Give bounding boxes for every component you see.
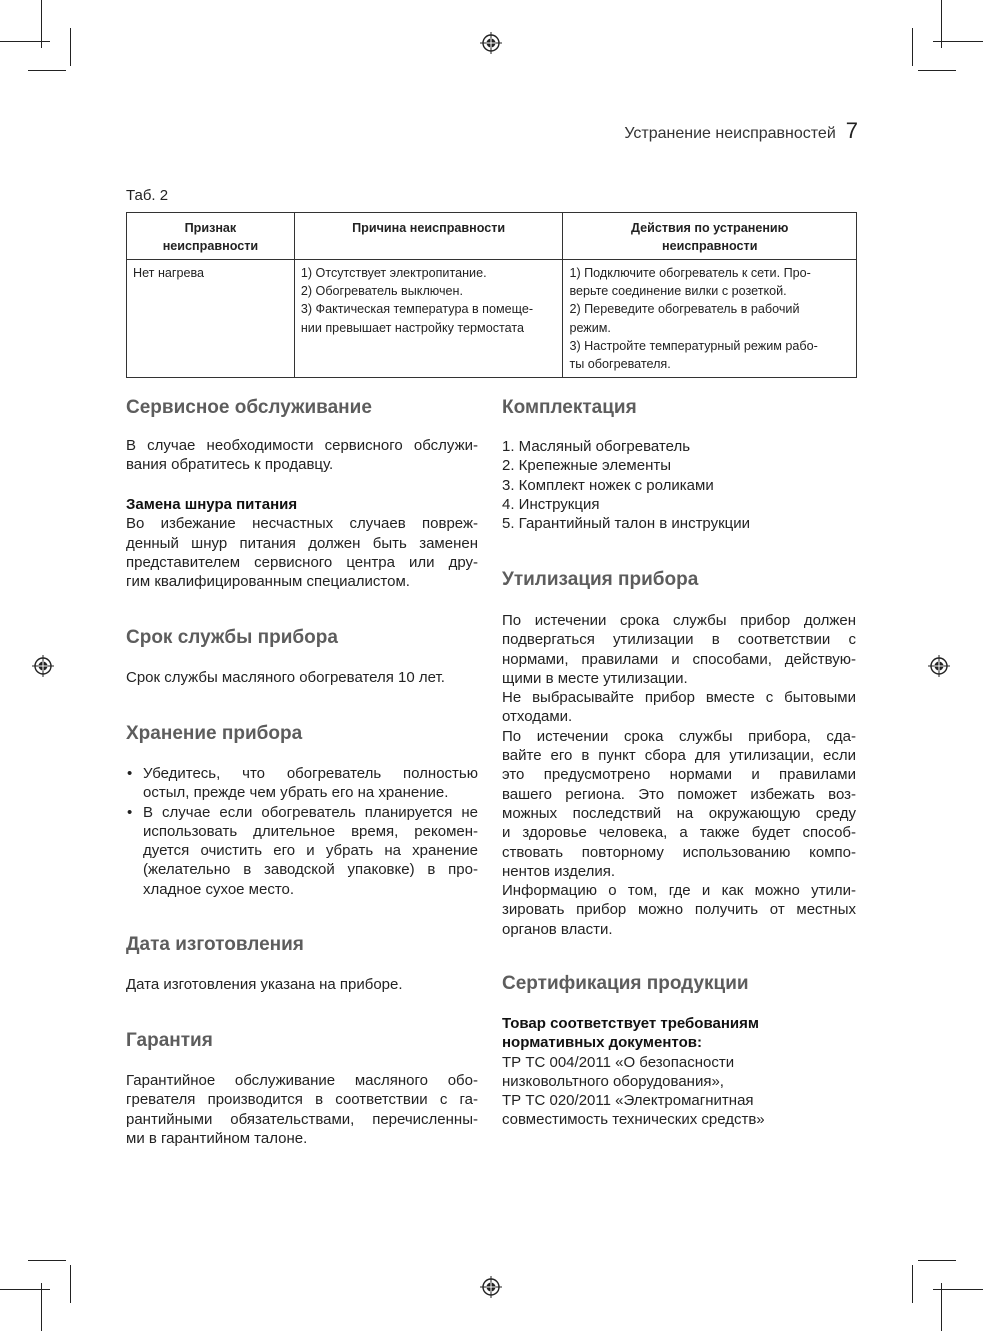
- text-line: нормами, правилами и способами, действую-: [502, 650, 856, 668]
- text-line: отходами.: [502, 708, 573, 726]
- disposal-section: [502, 568, 856, 592]
- crop-mark: [933, 41, 983, 42]
- package-section: [502, 396, 856, 420]
- action-line: ты обогревателя.: [569, 357, 671, 372]
- text-line: вашего региона. Это поможет избежать воз-: [502, 785, 856, 803]
- text-line: • В случае если обогреватель планируется не: [143, 803, 478, 821]
- table-header-row: [127, 213, 857, 260]
- warranty-text: [126, 1071, 478, 1148]
- crop-mark: [933, 1289, 983, 1290]
- text-line: Срок службы масляного обогревателя 10 лет.: [126, 669, 445, 686]
- crop-mark: [28, 1260, 66, 1261]
- text-line: В случае необходимости сервисного обслужи-: [126, 437, 478, 454]
- section-title: Хранение прибора: [126, 723, 303, 744]
- text-line: ми в гарантийном талоне.: [126, 1129, 308, 1147]
- header-line: Признак неисправности: [162, 221, 259, 253]
- text-line: По истечении срока службы прибора, сда-: [502, 727, 856, 745]
- crop-mark: [912, 1265, 913, 1303]
- crop-mark: [918, 70, 956, 71]
- disposal-text: [502, 611, 856, 939]
- text-line: низковольтного оборудования»,: [502, 1072, 724, 1090]
- list-item: 5. Гарантийный талон в инструкции: [502, 515, 751, 533]
- list-item: [126, 803, 478, 899]
- text-line: нормативных документов:: [502, 1034, 702, 1052]
- text-line: зировать прибор можно получить от местных: [502, 901, 856, 919]
- text-line: это предусмотрено нормами и правилами: [502, 766, 856, 784]
- service-text: [126, 436, 478, 475]
- text-line: Не выбрасывайте прибор вместе с бытовыми: [502, 689, 856, 707]
- text-line: представителем сервисного центра или дру-: [126, 553, 478, 571]
- section-title: Срок службы прибора: [126, 627, 338, 648]
- text-line: Информацию о том, где и как можно утили-: [502, 882, 856, 900]
- text-line: гим квалифицированным специалистом.: [126, 573, 410, 591]
- running-header: [624, 118, 858, 144]
- list-item: [126, 764, 478, 803]
- text-line: и здоровье человека, а также будет способ-: [502, 824, 856, 842]
- text-line: • Убедитесь, что обогреватель полностью: [143, 765, 478, 782]
- cause-line: нии превышает настройку термостата: [300, 320, 524, 335]
- symptom-text: Нет нагрева: [133, 266, 205, 280]
- registration-mark-icon: [32, 655, 54, 677]
- list-item: 1. Масляный обогреватель: [502, 438, 691, 455]
- storage-section: [126, 722, 478, 746]
- storage-list: [126, 764, 478, 899]
- text-line: Товар соответствует требованиям: [502, 1015, 759, 1032]
- action-cell: [563, 260, 857, 378]
- text-line: остыл, прежде чем убрать его на хранение.: [143, 784, 449, 802]
- text-line: совместимость технических средств»: [502, 1111, 765, 1129]
- text-line: ТР ТС 004/2011 «О безопасности: [502, 1053, 735, 1071]
- table-label: Таб. 2: [126, 187, 169, 204]
- text-line: (желательно в заводской упаковке) в про-: [143, 861, 478, 879]
- certification-section: [502, 972, 856, 996]
- table-row: [127, 260, 857, 378]
- crop-mark: [0, 1289, 50, 1290]
- table-header-cell: [294, 213, 563, 260]
- text-line: денный шнур питания должен быть заменен: [126, 534, 478, 552]
- text-line: подвергаться утилизации в соответствии с: [502, 631, 856, 649]
- action-line: верьте соединение вилки с розеткой.: [569, 284, 787, 299]
- action-line: режим.: [569, 320, 611, 335]
- crop-mark: [28, 70, 66, 71]
- action-line: 1) Подключите обогреватель к сети. Про-: [569, 266, 811, 280]
- text-line: органов власти.: [502, 920, 613, 938]
- cause-cell: [294, 260, 563, 378]
- text-line: можных последствий на окружающую среду: [502, 804, 856, 822]
- action-line: 2) Переведите обогреватель в рабочий: [569, 302, 800, 317]
- text-line: щими в месте утилизации.: [502, 669, 688, 687]
- package-list: [502, 437, 856, 533]
- section-title: Гарантия: [126, 1030, 213, 1051]
- crop-mark: [41, 1283, 42, 1331]
- text-line: нентов изделия.: [502, 862, 616, 880]
- text-line: ТР ТС 020/2011 «Электромагнитная: [502, 1092, 754, 1110]
- cause-line: 2) Обогреватель выключен.: [300, 284, 463, 299]
- action-line: 3) Настройте температурный режим рабо-: [569, 338, 818, 353]
- registration-mark-icon: [480, 32, 502, 54]
- text-line: Во избежание несчастных случаев повреж-: [126, 515, 478, 533]
- registration-mark-icon: [480, 1276, 502, 1298]
- cause-line: 1) Отсутствует электропитание.: [300, 266, 487, 280]
- text-line: хладное сухое место.: [143, 880, 295, 898]
- list-item: 3. Комплект ножек с роликами: [502, 476, 714, 494]
- table-header-cell: [563, 213, 857, 260]
- text-line: По истечении срока службы прибор должен: [502, 612, 856, 629]
- cord-subsection: [126, 495, 478, 591]
- header-line: Действия по устранению неисправности: [630, 221, 789, 253]
- list-item: 2. Крепежные элементы: [502, 457, 672, 475]
- section-title: Дата изготовления: [126, 934, 304, 955]
- service-section: [126, 396, 478, 420]
- section-title: Утилизация прибора: [502, 569, 699, 590]
- troubleshooting-table: [126, 212, 857, 378]
- crop-mark: [918, 1260, 956, 1261]
- symptom-cell: [127, 260, 295, 378]
- subsection-title: Замена шнура питания: [126, 496, 298, 513]
- page-number: 7: [845, 118, 858, 143]
- header-line: Причина неисправности: [352, 221, 506, 235]
- crop-mark: [70, 28, 71, 66]
- text-line: вайте его в пункт сбора для утилизации, если: [502, 747, 856, 765]
- registration-mark-icon: [928, 655, 950, 677]
- text-line: Дата изготовления указана на приборе.: [126, 976, 403, 993]
- table-header-cell: [127, 213, 295, 260]
- text-line: рантийными обязательствами, перечисленны-: [126, 1110, 478, 1128]
- manufacture-section: [126, 933, 478, 957]
- section-title: Сертификация продукции: [502, 973, 749, 994]
- section-title: Комплектация: [502, 397, 637, 418]
- header-title: Устранение неисправностей: [624, 125, 836, 142]
- lifetime-section: [126, 626, 478, 650]
- certification-text: [502, 1014, 856, 1130]
- text-line: гревателя производится в соответствии с га-: [126, 1091, 478, 1109]
- cause-line: 3) Фактическая температура в помеще-: [300, 302, 534, 317]
- text-line: вания обратитесь к продавцу.: [126, 456, 334, 474]
- text-line: дуется очистить его и убрать на хранение: [143, 842, 478, 860]
- crop-mark: [70, 1265, 71, 1303]
- text-line: Гарантийное обслуживание масляного обо-: [126, 1072, 478, 1089]
- list-item: 4. Инструкция: [502, 495, 600, 513]
- crop-mark: [912, 28, 913, 66]
- manufacture-text: [126, 975, 478, 994]
- section-title: Сервисное обслуживание: [126, 397, 372, 418]
- text-line: использовать длительное время, рекомен-: [143, 822, 478, 840]
- lifetime-text: [126, 668, 478, 687]
- text-line: ствовать повторному использованию компо-: [502, 843, 856, 861]
- crop-mark: [941, 1283, 942, 1331]
- warranty-section: [126, 1029, 478, 1053]
- crop-mark: [0, 41, 50, 42]
